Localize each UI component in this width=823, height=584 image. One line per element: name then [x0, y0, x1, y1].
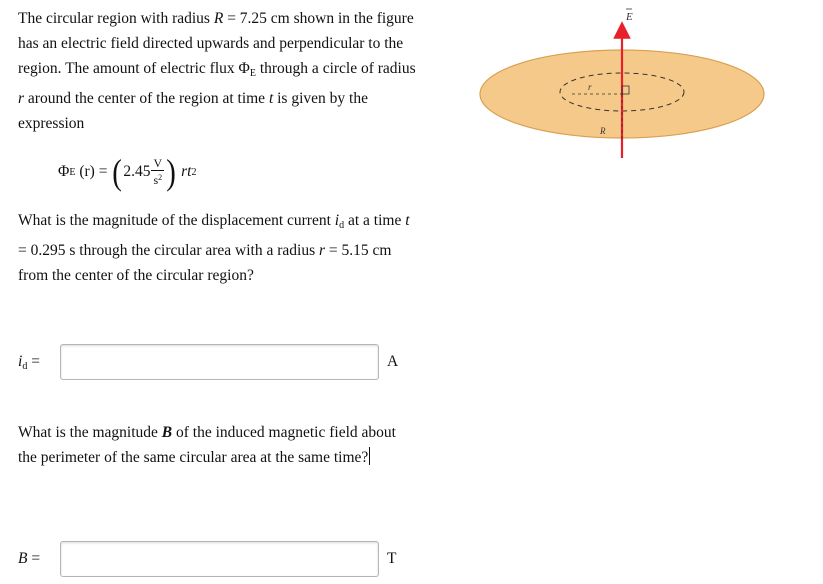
right-paren: ) [166, 152, 176, 192]
question-text: What is the magnitude of the displacement current [18, 212, 335, 229]
outer-radius-label: R [600, 126, 606, 136]
t-symbol: t [405, 212, 410, 229]
formula-flux-subscript: E [69, 166, 76, 178]
answer-row-magnetic-field [18, 541, 396, 577]
unit-den-base: s [153, 173, 159, 187]
magnetic-field-input[interactable] [60, 541, 379, 577]
problem-text: The circular region with radius [18, 10, 214, 27]
text-cursor [369, 447, 370, 465]
label-subscript: d [22, 360, 28, 372]
formula-lhs-arg: (r) = [75, 163, 112, 180]
flux-symbol: Φ [238, 60, 250, 77]
question-text: What is the magnitude [18, 424, 162, 441]
problem-text: around the center of the region at time [24, 90, 269, 107]
flux-subscript: E [249, 68, 256, 79]
problem-statement [18, 6, 418, 136]
formula-rhs: rt [181, 163, 192, 180]
r-symbol: r [18, 90, 25, 107]
unit-amperes: A [387, 353, 399, 370]
label-equals: = [27, 352, 40, 370]
id-answer-label [18, 353, 60, 372]
id-subscript: d [339, 220, 345, 231]
problem-text: is given by the expression [18, 90, 368, 132]
question-magnetic-field [18, 420, 418, 470]
question-displacement-current [18, 208, 418, 288]
radius-symbol: R [213, 10, 224, 27]
problem-text: = 7.25 cm shown in the figure has an electric field directed upwards and perpendicular to the region. The amount of electric flux [18, 10, 414, 77]
left-paren: ( [112, 152, 123, 192]
formula-coefficient: 2.45 [123, 163, 151, 180]
formula-unit-fraction [151, 157, 164, 187]
question-text: at a time [344, 212, 406, 229]
displacement-current-input[interactable] [60, 344, 379, 380]
b-symbol: B [161, 424, 173, 441]
unit-den-exp: 2 [158, 173, 163, 182]
label-symbol: i [18, 352, 23, 370]
question-text: = 0.295 s through the circular area with a radius [18, 242, 319, 259]
formula-rhs-exp: 2 [191, 166, 197, 178]
flux-formula [58, 150, 196, 194]
question-text: = 5.15 cm from the center of the circular region? [18, 242, 392, 284]
circular-region-figure [476, 0, 776, 170]
question-text: of the induced magnetic field about the perimeter of the same circular area at the same time? [18, 424, 396, 466]
b-answer-label [18, 550, 60, 568]
formula-flux-symbol: Φ [58, 163, 70, 180]
label-equals: = [27, 550, 41, 567]
unit-numerator: V [153, 156, 163, 170]
problem-text: through a circle of radius [255, 60, 416, 77]
r-symbol: r [319, 242, 326, 259]
t-symbol: t [268, 90, 274, 107]
field-label-e: E [626, 11, 633, 23]
label-symbol: B [18, 550, 28, 567]
unit-denominator [151, 171, 164, 187]
unit-tesla: T [387, 550, 397, 567]
id-symbol: i [334, 212, 340, 229]
answer-row-displacement-current [18, 344, 398, 380]
inner-radius-label: r [588, 82, 592, 92]
